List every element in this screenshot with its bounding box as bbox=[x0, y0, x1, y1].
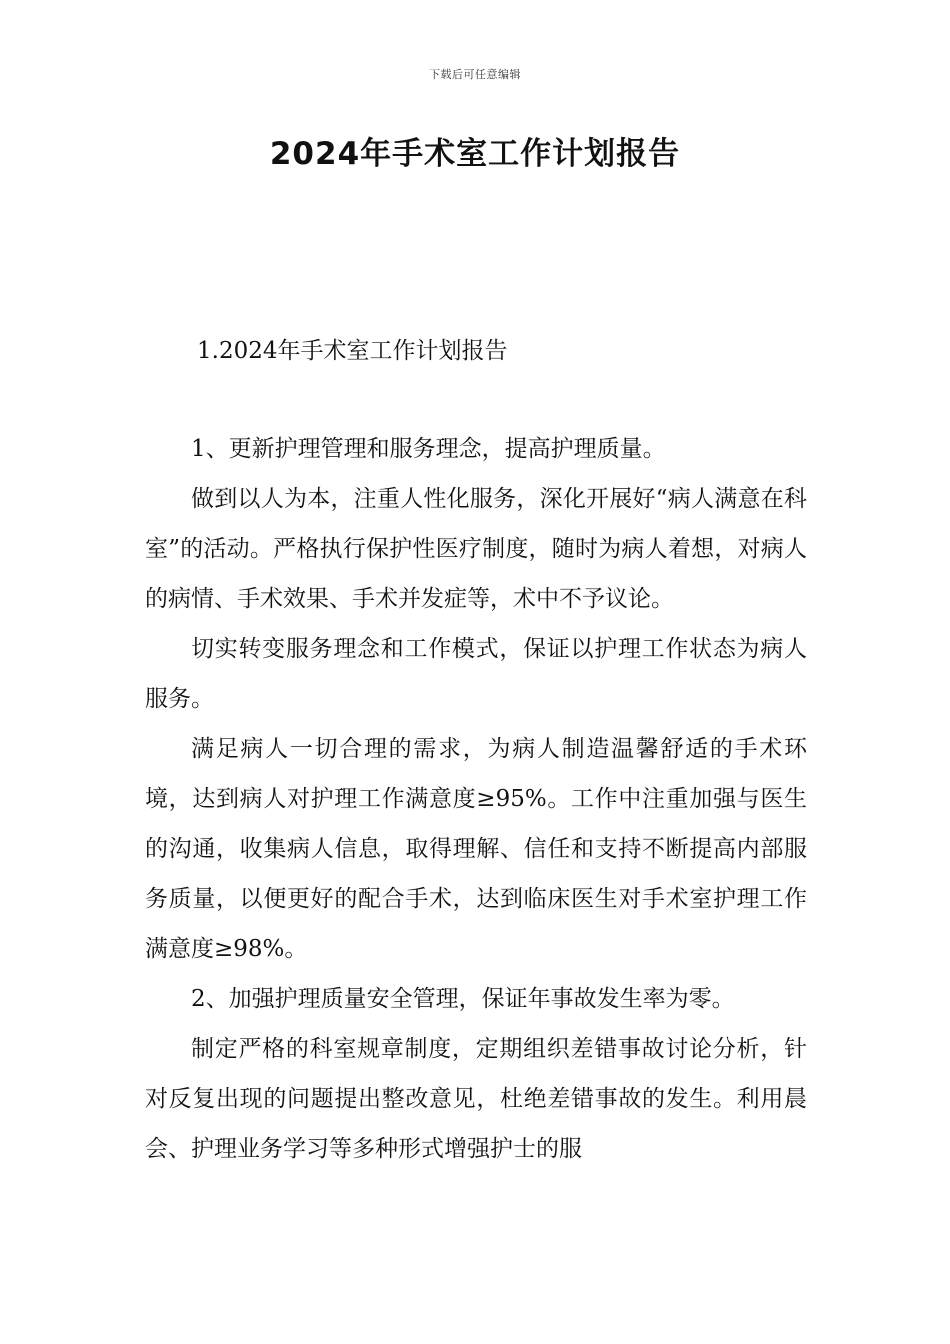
section-heading bbox=[145, 326, 807, 376]
section-heading-text: 1.2024年手术室工作计划报告 bbox=[197, 338, 508, 364]
paragraph-3: 切实转变服务理念和工作模式，保证以护理工作状态为病人服务。 bbox=[145, 636, 807, 712]
paragraph-1: 1、更新护理管理和服务理念，提高护理质量。 bbox=[191, 436, 666, 462]
header-note: 下载后可任意编辑 bbox=[429, 68, 521, 81]
document-title: 2024年手术室工作计划报告 bbox=[269, 136, 681, 172]
paragraph-4: 满足病人一切合理的需求，为病人制造温馨舒适的手术环境，达到病人对护理工作满意度≥95%。工作中注重加强与医生的沟通，收集病人信息，取得理解、信任和支持不断提高内部服务质量，以便更好的配合手术，达到临床医生对手术室护理工作满意度≥98%。 bbox=[145, 736, 807, 962]
document-body bbox=[145, 424, 807, 1174]
paragraph-2: 做到以人为本，注重人性化服务，深化开展好“病人满意在科室”的活动。严格执行保护性医疗制度，随时为病人着想，对病人的病情、手术效果、手术并发症等，术中不予议论。 bbox=[145, 486, 807, 612]
paragraph-5: 2、加强护理质量安全管理，保证年事故发生率为零。 bbox=[191, 986, 735, 1012]
paragraph-6: 制定严格的科室规章制度，定期组织差错事故讨论分析，针对反复出现的问题提出整改意见，杜绝差错事故的发生。利用晨会、护理业务学习等多种形式增强护士的服 bbox=[145, 1036, 807, 1162]
